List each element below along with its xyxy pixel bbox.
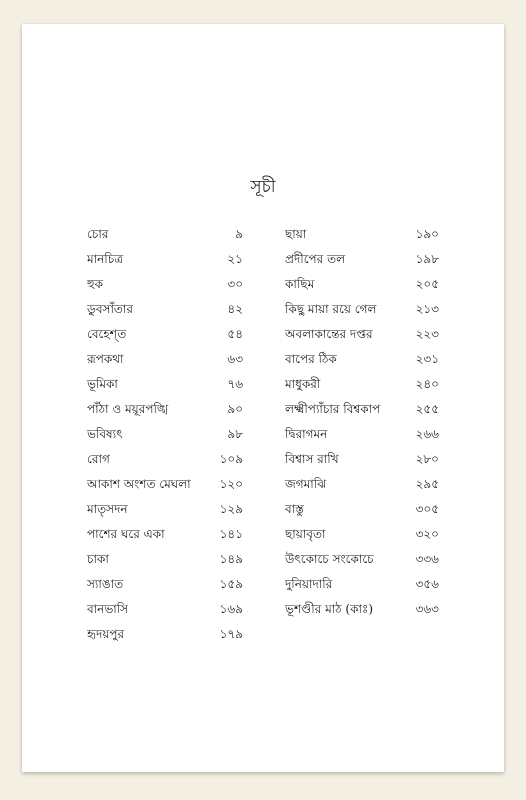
toc-entry-title: প্রদীপের তল [285, 252, 346, 266]
toc-entry-title: দুনিয়াদারি [285, 577, 333, 591]
toc-entry-page-number: ১৪৯ [219, 552, 243, 566]
toc-entry-title: চোর [87, 227, 109, 241]
toc-entry [87, 597, 243, 622]
toc-entry-title: অবলাকান্তের দপ্তর [285, 327, 373, 341]
toc-entry-title: স্যাঙাত [87, 577, 124, 591]
toc-entry [87, 347, 243, 372]
toc-entry-title: বাস্তু [285, 502, 304, 516]
toc-entry-page-number: ১৪১ [219, 527, 243, 541]
toc-entry-page-number: ১৯৮ [415, 252, 439, 266]
toc-entry [87, 522, 243, 547]
toc-entry-title: হুক [87, 277, 104, 291]
toc-entry-title: বিশ্বাস রাখি [285, 452, 339, 466]
toc-entry-page-number: ৯০ [227, 402, 243, 416]
toc-entry [87, 297, 243, 322]
toc-entry [87, 472, 243, 497]
toc-column-left [87, 222, 243, 647]
toc-entry-page-number: ৪২ [227, 302, 243, 316]
toc-entry-title: ভূশণ্ডীর মাঠ (কাঃ) [285, 602, 374, 616]
toc-entry [87, 222, 243, 247]
toc-entry [87, 272, 243, 297]
page-title: সূচী [250, 177, 276, 197]
toc-entry-page-number: ২৫৫ [415, 402, 439, 416]
toc-entry-title: চাকা [87, 552, 109, 566]
toc-entry-title: হৃদয়পুর [87, 627, 125, 641]
toc-entry [87, 397, 243, 422]
toc-entry-page-number: ২১৩ [415, 302, 439, 316]
toc-entry-page-number: ১৭৯ [219, 627, 243, 641]
toc-entry-title: রূপকথা [87, 352, 124, 366]
toc-entry [285, 372, 439, 397]
toc-entry-page-number: ২৩১ [415, 352, 439, 366]
toc-entry-page-number: ২৮০ [415, 452, 439, 466]
toc-entry [87, 372, 243, 397]
toc-entry-page-number: ১৫৯ [219, 577, 243, 591]
toc-entry-title: দ্বিরাগমন [285, 427, 328, 441]
toc-entry-title: মাধুকরী [285, 377, 321, 391]
toc-entry-title: পাঁঠা ও ময়ূরপঙ্খি [87, 402, 169, 416]
toc-entry-title: মানচিত্র [87, 252, 124, 266]
toc-entry [285, 572, 439, 597]
toc-entry-title: বেহেশ্‌ত [87, 327, 127, 341]
toc-entry-page-number: ৩৩৬ [415, 552, 439, 566]
toc-entry-page-number: ৬৩ [227, 352, 243, 366]
toc-entry-page-number: ৩০৫ [415, 502, 439, 516]
toc-entry [285, 397, 439, 422]
toc-entry [285, 297, 439, 322]
toc-entry-page-number: ১২৯ [219, 502, 243, 516]
toc-entry-title: আকাশ অংশত মেঘলা [87, 477, 191, 491]
toc-entry-title: ছায়া [285, 227, 307, 241]
toc-entry-page-number: ২৬৬ [415, 427, 439, 441]
toc-entry-title: কিছু মায়া রয়ে গেল [285, 302, 377, 316]
toc-entry-title: ভবিষ্যৎ [87, 427, 123, 441]
toc-entry [285, 472, 439, 497]
toc-entry-title: মাতৃসদন [87, 502, 128, 516]
toc-entry [87, 322, 243, 347]
book-page [22, 24, 504, 772]
toc-entry-title: জগমাঝি [285, 477, 327, 491]
toc-entry-title: বাপের ঠিক [285, 352, 337, 366]
toc-entry [87, 447, 243, 472]
toc-entry [285, 497, 439, 522]
toc-entry-page-number: ৩২০ [415, 527, 439, 541]
toc-entry-title: কাছিম [285, 277, 315, 291]
toc-entry-page-number: ৩৬৩ [415, 602, 439, 616]
toc-entry [87, 547, 243, 572]
toc-entry [285, 547, 439, 572]
toc-entry [285, 322, 439, 347]
toc-entry [285, 222, 439, 247]
toc-entry-title: লক্ষ্মীপ্যাঁচার বিশ্বকাপ [285, 402, 381, 416]
toc-entry [285, 522, 439, 547]
toc-entry-page-number: ৫৪ [227, 327, 243, 341]
toc-entry-page-number: ৩৫৬ [415, 577, 439, 591]
toc-entry [285, 272, 439, 297]
toc-entry-page-number: ১৯০ [415, 227, 439, 241]
toc-entry-title: ছায়াবৃতা [285, 527, 326, 541]
toc-entry [87, 497, 243, 522]
toc-entry [285, 597, 439, 622]
toc-entry-page-number: ২২৩ [415, 327, 439, 341]
toc-entry-page-number: ২০৫ [415, 277, 439, 291]
toc-entry-page-number: ২৪০ [415, 377, 439, 391]
toc-entry [285, 422, 439, 447]
toc-entry [285, 247, 439, 272]
toc-entry-title: ডুবসাঁতার [87, 302, 134, 316]
toc-entry-page-number: ১০৯ [219, 452, 243, 466]
toc-entry [87, 422, 243, 447]
toc-entry [285, 447, 439, 472]
toc-entry-page-number: ১৬৯ [219, 602, 243, 616]
toc-entry-page-number: ৯৮ [227, 427, 243, 441]
toc-column-right [285, 222, 439, 622]
toc-entry-page-number: ৭৬ [227, 377, 243, 391]
toc-entry-page-number: ৩০ [227, 277, 243, 291]
toc-entry-title: রোগ [87, 452, 110, 466]
toc-entry-page-number: ২৯৫ [415, 477, 439, 491]
toc-entry-title: বানভাসি [87, 602, 129, 616]
toc-entry-title: ভূমিকা [87, 377, 118, 391]
toc-entry [87, 622, 243, 647]
toc-entry [87, 247, 243, 272]
toc-entry-page-number: ৯ [235, 227, 243, 241]
toc-entry-page-number: ১২০ [219, 477, 243, 491]
toc-entry-title: পাশের ঘরে একা [87, 527, 165, 541]
toc-entry-page-number: ২১ [227, 252, 243, 266]
toc-entry [87, 572, 243, 597]
toc-entry-title: উৎকোচে সংকোচে [285, 552, 374, 566]
toc-entry [285, 347, 439, 372]
